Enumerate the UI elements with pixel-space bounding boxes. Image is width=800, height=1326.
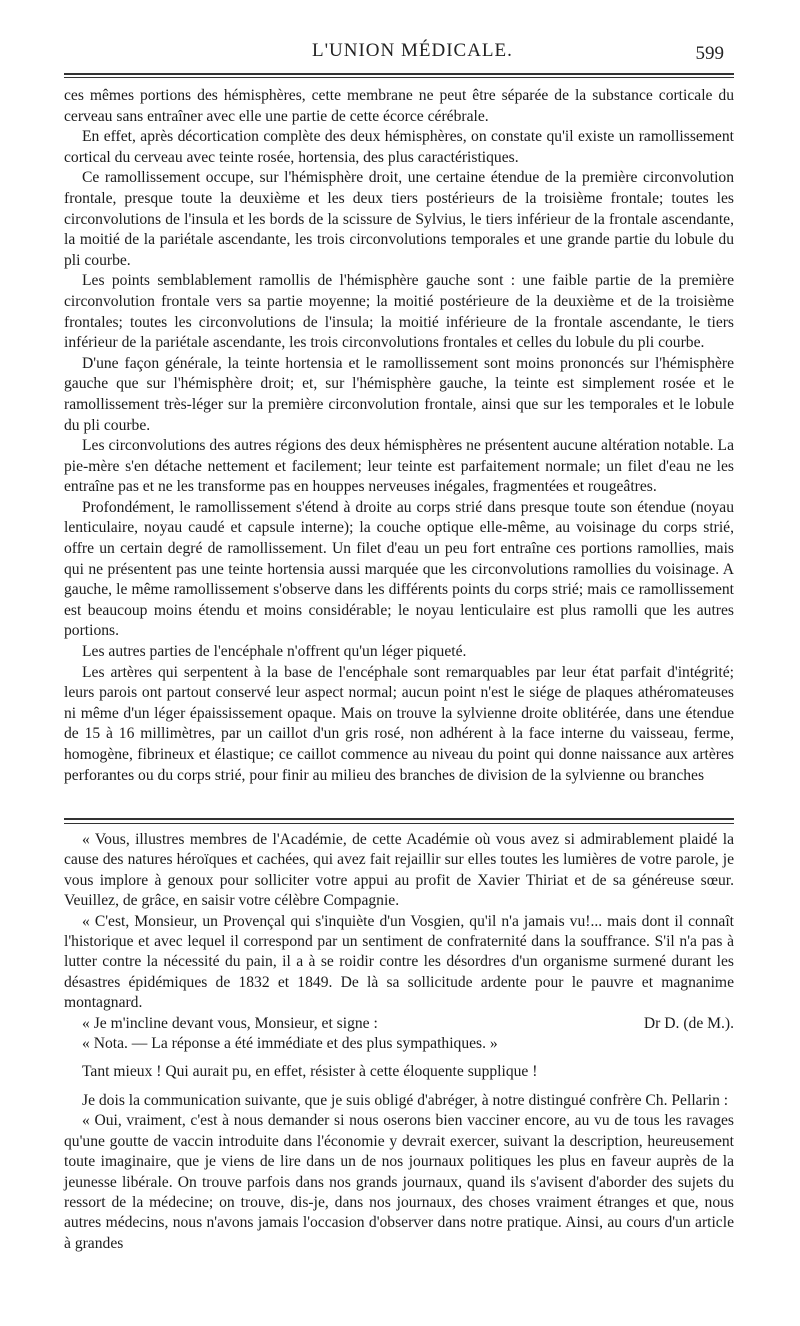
paragraph-encephalon: Les autres parties de l'encéphale n'offrent qu'un léger piqueté. <box>82 643 467 661</box>
nota-line: « Nota. — La réponse a été immédiate et des plus sympathiques. » <box>82 1035 498 1053</box>
feuilleton-body <box>64 830 734 1254</box>
feuilleton-separator-rule <box>64 818 734 824</box>
pellarin-quote: « Oui, vraiment, c'est à nous demander si nous oserons bien vacciner encore, au vu de tous les ravages qu'une goutte de vaccin introduite dans l'économie y devrait exercer, suivant la description, heureusement toute imaginaire, que je viens de lire dans un de nos journaux politiques les plus en faveur auprès de la jeunesse libérale. On trouve parfois dans nos grands journaux, quand ils s'avisent d'aborder des sujets du ressort de la médecine; on trouve, dis-je, dans nos journaux, des choses vraiment étranges et que, nous autres médecins, nous n'avons jamais l'occasion d'observer dans notre pratique. Ainsi, au cours d'un article à grandes <box>64 1112 734 1252</box>
pellarin-intro: Je dois la communication suivante, que je suis obligé d'abréger, à notre distingué confrère Ch. Pellarin : <box>82 1091 729 1109</box>
paragraph-other-regions: Les circonvolutions des autres régions des deux hémisphères ne présentent aucune altération notable. La pie-mère s'en détache nettement et facilement; leur teinte est parfaitement normale; un filet d'eau ne les entraîne pas et ne les transforme pas en houppes nerveuses inégales, fragmentées et rougeâtres. <box>64 437 734 496</box>
exclamation-line: Tant mieux ! Qui aurait pu, en effet, résister à cette éloquente supplique ! <box>82 1063 538 1081</box>
paragraph-general-comparison: D'une façon générale, la teinte hortensia et le ramollissement sont moins prononcés sur l'hémisphère gauche que sur l'hémisphère droit; et, sur l'hémisphère gauche, la teinte est simplement rosée et le ramollissement très-léger sur la première circonvolution frontale, ainsi que sur les temporales et le lobule du pli courbe. <box>64 354 734 434</box>
paragraph-left-hemisphere: Les points semblablement ramollis de l'hémisphère gauche sont : une faible partie de la première circonvolution frontale vers sa partie moyenne; la moitié postérieure de la deuxième et de la troisième frontales; toutes les circonvolutions de l'insula; la moitié inférieure de la frontale ascendante, le tiers inférieur de la pariétale ascendante, les trois circonvolutions frontales et celles du lobule du pli courbe. <box>64 272 734 352</box>
running-title: L'UNION MÉDICALE. <box>312 40 513 61</box>
signature: Dr D. (de M.). <box>643 1014 734 1032</box>
signature-line <box>64 1014 734 1034</box>
paragraph-continuation: ces mêmes portions des hémisphères, cette membrane ne peut être séparée de la substance corticale du cerveau sans entraîner avec elle une partie de cette écorce cérébrale. <box>64 87 734 125</box>
header-rule <box>64 73 734 78</box>
paragraph-decortication: En effet, après décortication complète des deux hémisphères, on constate qu'il existe un ramollissement cortical du cerveau avec teinte rosée, hortensia, des plus caractéristiques. <box>64 128 734 166</box>
feuilleton-paragraph-academy: « Vous, illustres membres de l'Académie, de cette Académie où vous avez si admirablement plaidé la cause des natures héroïques et cachées, qui avez fait rejaillir sur elles toutes les lumières de votre parole, je vous implore à genoux pour solliciter votre appui au profit de Xavier Thiriat et de sa généreuse sœur. Veuillez, de grâce, en saisir votre célèbre Compagnie. <box>64 831 734 910</box>
article-body <box>64 86 734 786</box>
paragraph-right-hemisphere: Ce ramollissement occupe, sur l'hémisphère droit, une certaine étendue de la première circonvolution frontale, presque toute la deuxième et les deux tiers postérieurs de la troisième frontale; toutes les circonvolutions de l'insula et les bords de la scissure de Sylvius, le tiers inférieur de la frontale ascendante, la moitié de la pariétale ascendante, les trois circonvolutions temporales et une grande partie du lobule du pli courbe. <box>64 169 734 269</box>
paragraph-deep-softening: Profondément, le ramollissement s'étend à droite au corps strié dans presque toute son étendue (noyau lenticulaire, noyau caudé et capsule interne); la couche optique elle-même, au voisinage du corps strié, offre un certain degré de ramollissement. Un filet d'eau un peu fort entraîne ces portions ramollies, mais qui ne présentent pas une teinte hortensia aussi marquée que les circonvolutions ramollies du voisinage. A gauche, le même ramollissement s'observe dans les différents points du corps strié; mais ce ramollissement est beaucoup moins étendu et moins considérable; le noyau lenticulaire est plus ramolli que les autres portions. <box>64 498 734 640</box>
feuilleton-paragraph-provencal: « C'est, Monsieur, un Provençal qui s'inquiète d'un Vosgien, qu'il n'a jamais vu!... mais dont il connaît l'historique et avec lequel il correspond par un sentiment de confraternité dans la souffrance. S'il n'a pas à lutter contre la nécessité du pain, il a à se roidir contre les désordres d'un organisme surmené durant les désastres épidémiques de 1832 et 1849. De là sa sollicitude ardente pour le pauvre et magnanime montagnard. <box>64 912 734 1012</box>
page-number: 599 <box>695 43 724 64</box>
page-header <box>64 40 732 70</box>
closing-formula: « Je m'incline devant vous, Monsieur, et signe : <box>82 1014 378 1032</box>
paragraph-arteries: Les artères qui serpentent à la base de l'encéphale sont remarquables par leur état parfait d'intégrité; leurs parois ont partout conservé leur aspect normal; aucun point n'est le siége de plaques athéromateuses ni même d'un léger épaississement opaque. Mais on trouve la sylvienne droite oblitérée, dans une étendue de 15 à 16 millimètres, par un caillot d'un gris rosé, non adhérent à la face interne du vaisseau, ferme, homogène, fibrineux et élastique; ce caillot commence au niveau du point qui donne naissance aux artères perforantes ou du corps strié, pour finir au milieu des branches de division de la sylvienne ou branches <box>64 663 734 784</box>
